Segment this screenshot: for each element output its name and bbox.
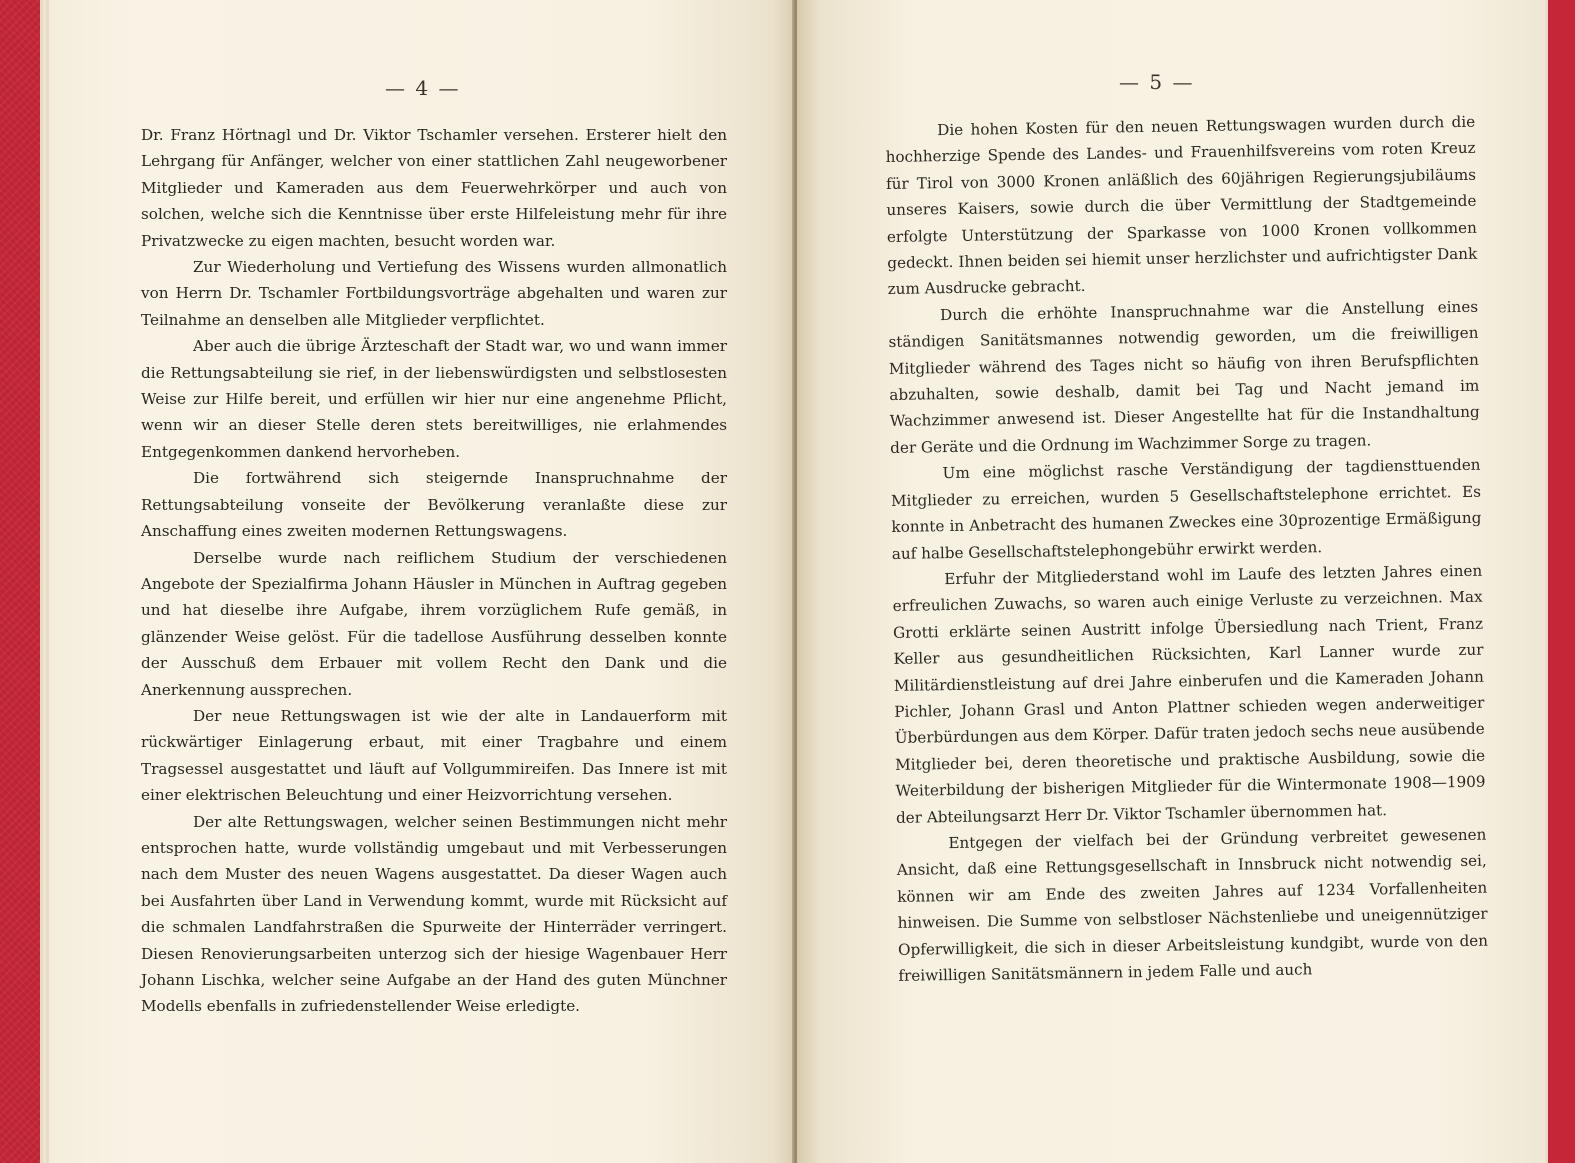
paragraph: Aber auch die übrige Ärzteschaft der Stadt war, wo und wann immer die Rettungsabteilung sie rief, in der liebenswürdigsten und selbstlosesten Weise zur Hilfe bereit, und erfüllen wir hier nur eine angenehme Pflicht, wenn wir an dieser Stelle deren stets bereitwilliges, nie erlahmendes Entgegenkommen dankend hervorheben. (141, 337, 727, 461)
right-page-text (885, 109, 1489, 990)
paragraph: Derselbe wurde nach reiflichem Studium der verschiedenen Angebote der Spezialfirma Johann Häusler in München in Auftrag gegeben und hat dieselbe ihre Aufgabe, ihrem vorzüglichem Rufe gemäß, in glänzender Weise gelöst. Für die tadellose Ausführung desselben konnte der Ausschuß dem Erbauer mit vollem Recht den Dank und die Anerkennung aussprechen. (141, 548, 727, 699)
left-page-text (141, 122, 727, 1020)
paragraph: Die hohen Kosten für den neuen Rettungswagen wurden durch die hochherzige Spende des Landes- und Frauenhilfsvereins vom roten Kreuz für Tirol von 3000 Kronen anläßlich des 60jährigen Regierungsjubiläums unseres Kaisers, sowie durch die über Vermittlung der Stadtgemeinde erfolgte Unterstützung der Sparkasse von 1000 Kronen vollkommen gedeckt. Ihnen beiden sei hiemit unser herzlichster und aufrichtigster Dank zum Ausdrucke gebracht. (885, 112, 1478, 299)
page-number-5: — 5 — (1119, 70, 1195, 94)
paragraph: Dr. Franz Hörtnagl und Dr. Viktor Tschamler versehen. Ersterer hielt den Lehrgang für Anfänger, welcher von einer stattlichen Zahl neugeworbener Mitglieder und Kameraden aus dem Feuerwehrkörper und auch von solchen, welche sich die Kenntnisse über erste Hilfeleistung mehr für ihre Privatzwecke zu eigen machten, besucht worden war. (141, 126, 727, 250)
book-cover-edge (1548, 0, 1575, 1163)
left-page (40, 0, 795, 1163)
paragraph: Entgegen der vielfach bei der Gründung verbreitet gewesenen Ansicht, daß eine Rettungsgesellschaft in Innsbruck nicht notwendig sei, können wir am Ende des zweiten Jahres auf 1234 Vorfallenheiten hinweisen. Die Summe von selbstloser Nächstenliebe und uneigennütziger Opferwilligkeit, die sich in dieser Arbeitsleistung kundgibt, wurde von den freiwilligen Sanitätsmännern in jedem Falle und auch (896, 825, 1489, 985)
right-page (797, 0, 1548, 1163)
page-number-4: — 4 — (385, 76, 461, 100)
paragraph: Erfuhr der Mitgliederstand wohl im Laufe des letzten Jahres einen erfreulichen Zuwachs, so waren auch einige Verluste zu verzeichnen. Max Grotti erklärte seinen Austritt infolge Übersiedlung nach Trient, Franz Keller aus gesundheitlichen Rücksichten, Karl Lanner wurde zur Militärdienstleistung auf drei Jahre einberufen und die Kameraden Johann Pichler, Johann Grasl und Anton Plattner schieden wegen anderweitiger Überbürdungen aus dem Körper. Dafür traten jedoch sechs neue ausübende Mitglieder bei, deren theoretische und praktische Ausbildung, sowie die Weiterbildung der bisherigen Mitglieder für die Wintermonate 1908—1909 der Abteilungsarzt Herr Dr. Viktor Tschamler übernommen hat. (892, 561, 1486, 827)
paragraph: Der alte Rettungswagen, welcher seinen Bestimmungen nicht mehr entsprochen hatte, wurde vollständig umgebaut und mit Verbesserungen nach dem Muster des neuen Wagens ausgestattet. Da dieser Wagen auch bei Ausfahrten über Land in Verwendung kommt, wurde mit Rücksicht auf die schmalen Landfahrstraßen die Spurweite der Hinterräder verringert. Diesen Renovierungsarbeiten unterzog sich der hiesige Wagenbauer Herr Johann Lischka, welcher seine Aufgabe an der Hand des guten Münchner Modells ebenfalls in zufriedenstellender Weise erledigte. (141, 812, 727, 1016)
paragraph: Der neue Rettungswagen ist wie der alte in Landauerform mit rückwärtiger Einlagerung erbaut, mit einer Tragbahre und einem Tragsessel ausgestattet und läuft auf Vollgummireifen. Das Innere ist mit einer elektrischen Beleuchtung und einer Heizvorrichtung versehen. (141, 706, 727, 805)
paragraph: Zur Wiederholung und Vertiefung des Wissens wurden allmonatlich von Herrn Dr. Tschamler Fortbildungsvorträge abgehalten und waren zur Teilnahme an denselben alle Mitglieder verpflichtet. (141, 258, 727, 329)
paragraph: Die fortwährend sich steigernde Inanspruchnahme der Rettungsabteilung vonseite der Bevölkerung veranlaßte diese zur Anschaffung eines zweiten modernen Rettungswagens. (141, 469, 727, 541)
paragraph: Um eine möglichst rasche Verständigung der tagdiensttuenden Mitglieder zu erreichen, wurden 5 Gesellschaftstelephone errichtet. Es konnte in Anbetracht des humanen Zweckes eine 30prozentige Ermäßigung auf halbe Gesellschaftstelephongebühr erwirkt werden. (890, 455, 1482, 563)
paragraph: Durch die erhöhte Inanspruchnahme war die Anstellung eines ständigen Sanitätsmannes notwendig geworden, um die freiwilligen Mitglieder während des Tages nicht so häufig von ihren Berufspflichten abzuhalten, sowie deshalb, damit bei Tag und Nacht jemand im Wachzimmer anwesend ist. Dieser Angestellte hat für die Instandhaltung der Geräte und die Ordnung im Wachzimmer Sorge zu tragen. (888, 297, 1480, 457)
